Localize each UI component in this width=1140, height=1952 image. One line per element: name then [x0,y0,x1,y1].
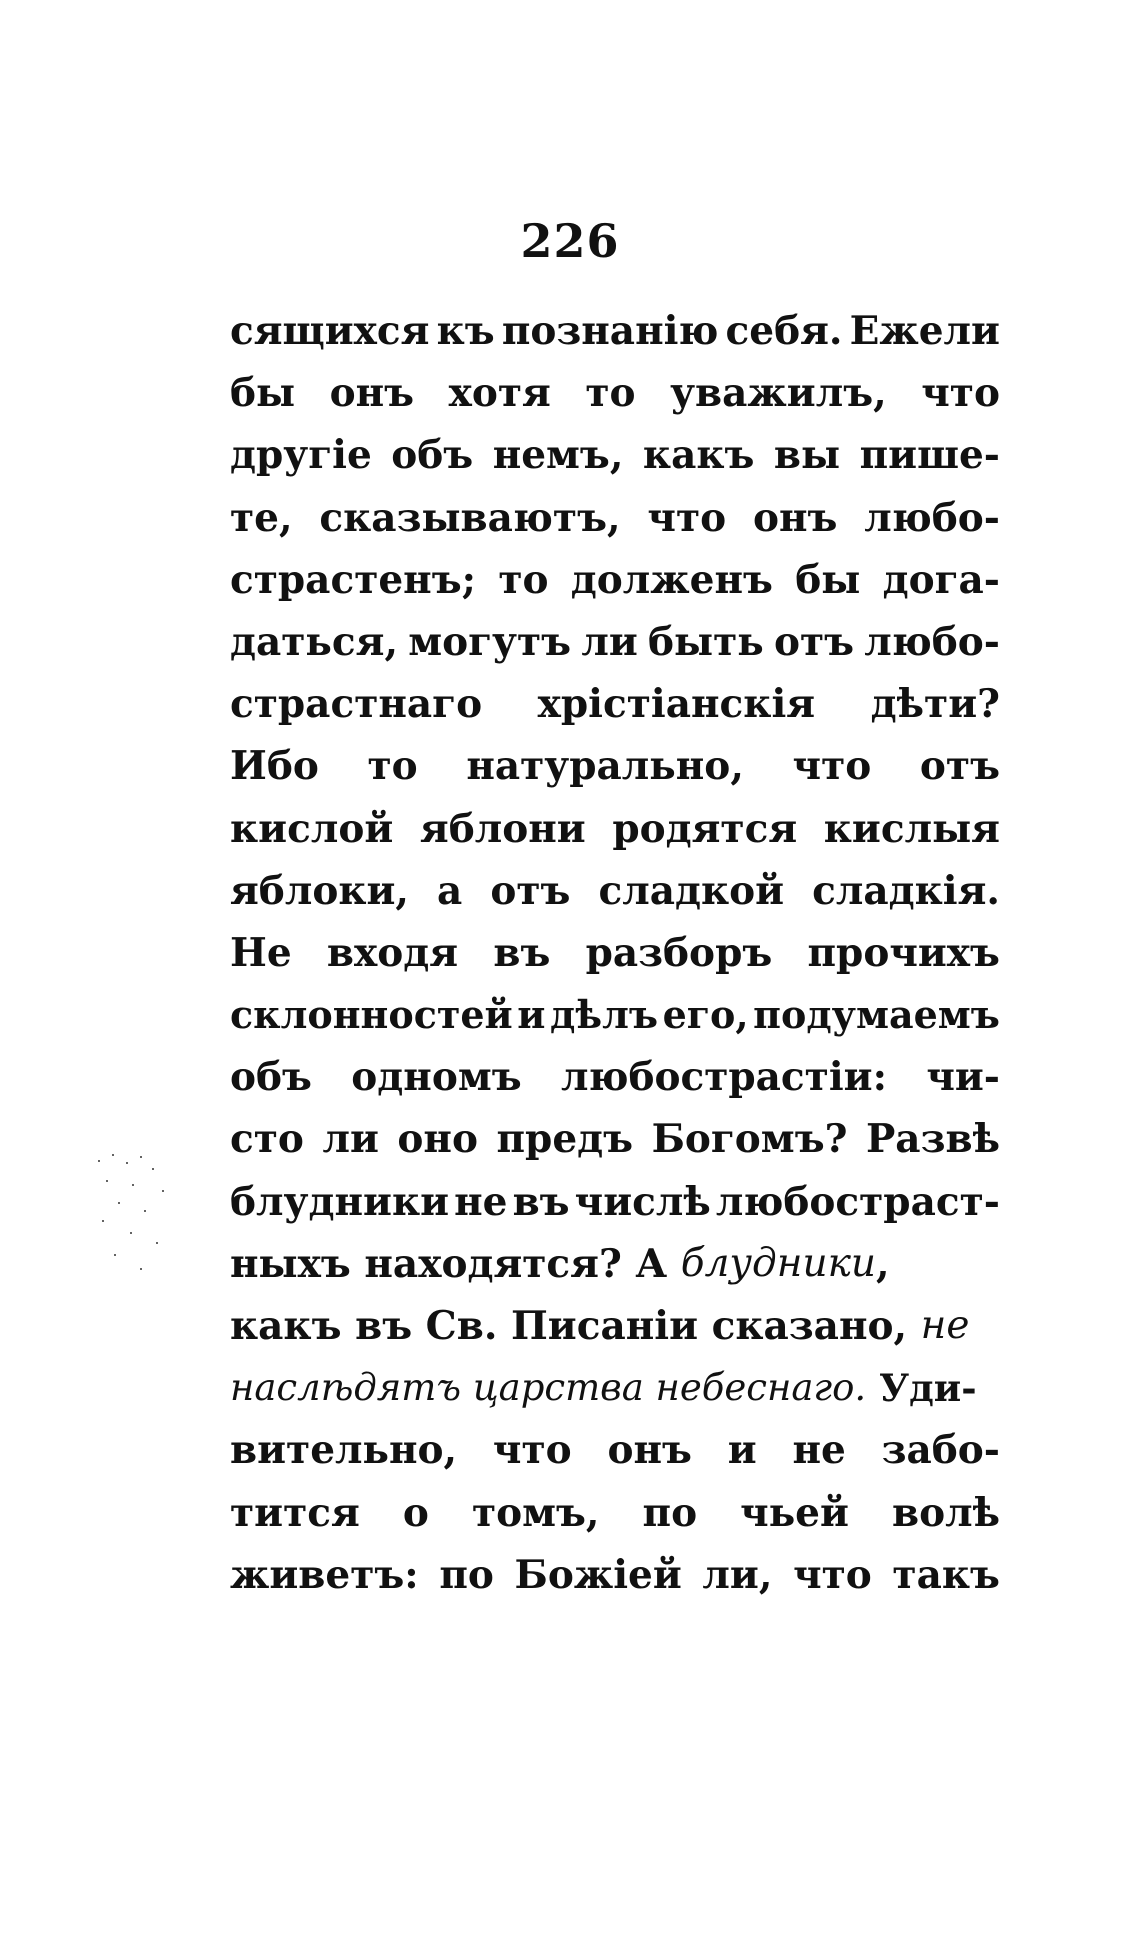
italic-segment: не [920,1303,970,1348]
word: ли, [702,1551,773,1598]
word: и [517,992,546,1038]
scan-speck [132,1184,134,1186]
scan-speck [112,1154,114,1156]
word: предъ [496,1116,634,1163]
word: онъ [752,494,838,541]
word: а [437,867,463,914]
word: себя. [725,308,843,354]
word: то [367,743,418,790]
text-line [230,549,1000,611]
word: не [454,1178,508,1225]
word: вы [773,432,841,479]
word: уважилъ, [670,370,887,417]
word: яблони [419,805,586,852]
word: отъ [490,867,571,914]
text-line [230,1419,1000,1481]
word: подумаемъ [753,992,1000,1038]
word: что [921,370,1000,417]
word: сладкой [598,867,785,914]
word: въ [512,1178,570,1225]
word: Развѣ [865,1116,1000,1163]
text-line [230,487,1000,549]
word: Не [230,929,292,976]
word: долженъ [570,556,773,603]
word: прочихъ [807,929,1000,976]
scan-speck [130,1232,132,1234]
text-line [230,1171,1000,1233]
word: объ [391,432,474,479]
word: дѣлъ [550,992,659,1038]
word: любо- [864,494,1000,541]
word: сящихся [230,308,430,354]
text-line [230,1544,1000,1606]
word: яблоки, [230,867,410,914]
word: даться, [230,618,399,665]
word: дѣти? [870,681,1000,728]
word: сто [230,1116,304,1163]
text-line [230,1357,1000,1419]
word: по [642,1489,698,1536]
scan-speck [144,1210,146,1212]
text-line [230,922,1000,984]
word: и [727,1427,757,1474]
word: любострастіи: [560,1054,887,1101]
word: какъ [642,432,755,479]
word: чи- [926,1054,1000,1101]
word: его, [662,992,749,1038]
scan-speck [114,1254,116,1256]
word: что [492,1427,572,1474]
text-segment: , [875,1240,890,1287]
scan-speck [162,1190,164,1192]
text-line [230,735,1000,797]
scan-speck [118,1202,120,1204]
italic-segment: блудники [680,1240,876,1286]
word: по [439,1551,494,1598]
word: объ [230,1054,312,1101]
text-line [230,798,1000,860]
word: что [647,494,727,541]
word: о [402,1489,429,1536]
word: склонностей [230,992,513,1038]
scan-speck [98,1160,100,1162]
word: Ежели [849,308,1000,354]
word: дога- [882,556,1000,603]
word: родятся [612,805,798,852]
word: что [792,743,872,790]
scan-speck [152,1168,154,1170]
word: забо- [881,1427,1000,1474]
word: те, [230,494,293,541]
word: то [498,556,549,603]
word: тится [230,1489,360,1536]
word: ли [322,1116,379,1163]
word: разборъ [585,929,773,976]
word: кислой [230,805,394,852]
text-segment: какъ въ Св. Писаніи сказано, [230,1303,921,1349]
word: сказываютъ, [319,494,621,541]
word: страстенъ; [230,556,477,603]
text-line [230,860,1000,922]
word: одномъ [351,1054,522,1101]
word: бы [795,556,861,603]
word: другіе [230,432,372,479]
word: могутъ [408,618,572,665]
word: числѣ [574,1178,711,1225]
word: хотя [448,370,551,417]
word: быть [647,618,764,665]
word: страстнаго [230,681,483,728]
text-line [230,1233,1000,1295]
word: волѣ [891,1489,1000,1536]
word: Ибо [230,743,319,790]
word: отъ [773,618,855,665]
word: кислыя [823,805,1000,852]
word: онъ [607,1427,692,1474]
italic-segment: наслѣдятъ царства небеснаго. [230,1366,867,1410]
scan-noise [92,1150,202,1280]
text-line [230,1482,1000,1544]
text-line [230,1046,1000,1108]
scan-speck [106,1180,108,1182]
word: любостраст- [715,1178,1000,1225]
word: то [585,370,636,417]
word: такъ [892,1551,1000,1598]
word: въ [493,929,551,976]
scan-speck [140,1268,142,1270]
word: Богомъ? [651,1116,848,1163]
scan-speck [140,1156,142,1158]
word: познанію [501,308,719,354]
word: оно [397,1116,478,1163]
word: входя [326,929,459,976]
word: любо- [864,618,1000,665]
text-line [230,362,1000,424]
word: живетъ: [230,1551,419,1598]
scan-speck [126,1162,128,1164]
text-line [230,1295,1000,1357]
text-line [230,1108,1000,1170]
word: бы [230,370,296,417]
text-segment: Уди- [866,1366,977,1411]
word: къ [436,308,495,354]
page-number: 226 [520,214,620,268]
text-line [230,424,1000,486]
body-text [230,300,1000,1606]
word: онъ [329,370,415,417]
word: блудники [230,1178,450,1225]
word: чьей [740,1489,849,1536]
word: что [793,1551,872,1598]
word: не [792,1427,846,1474]
text-line [230,984,1000,1046]
word: вительно, [230,1427,458,1474]
text-line [230,673,1000,735]
text-segment: ныхъ находятся? А [230,1240,681,1287]
word: Божіей [514,1551,682,1598]
word: сладкія. [812,867,1000,914]
word: натурально, [466,743,744,790]
word: томъ, [471,1489,600,1536]
word: немъ, [492,432,624,479]
scan-speck [102,1220,104,1222]
word: пише- [859,432,1000,479]
scan-speck [156,1242,158,1244]
text-line [230,611,1000,673]
word: хрістіанскія [537,681,816,728]
word: ли [581,618,638,665]
text-line [230,300,1000,362]
word: отъ [919,743,1000,790]
